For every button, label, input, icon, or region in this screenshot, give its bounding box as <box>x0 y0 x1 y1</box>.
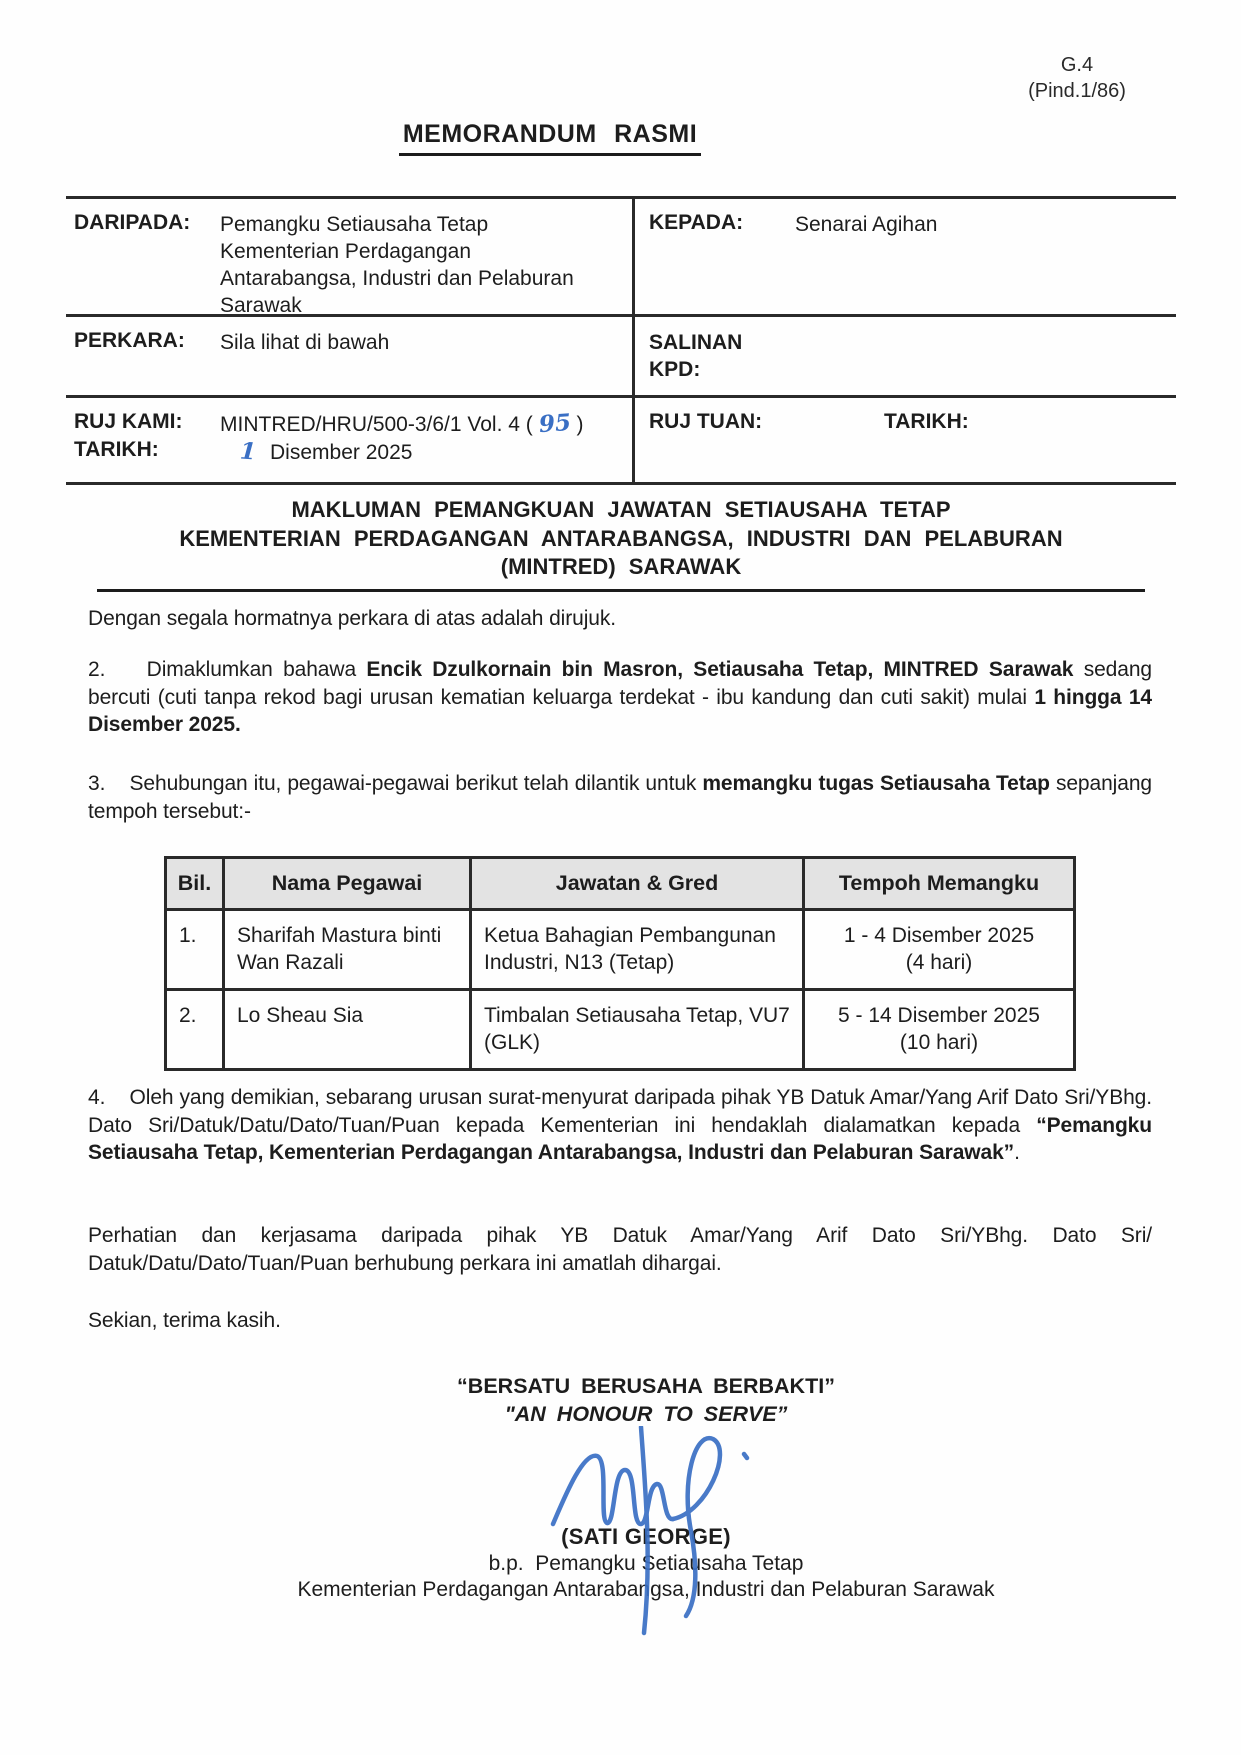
ruj-tuan-label: RUJ TUAN: <box>649 410 763 433</box>
memo-title: MEMORANDUM RASMI <box>399 120 701 156</box>
tarikh-month-year: Disember 2025 <box>270 441 413 464</box>
kepada-label: KEPADA: <box>649 211 744 234</box>
daripada-label: DARIPADA: <box>74 211 191 234</box>
kepada-cell <box>632 199 1176 319</box>
cell-jawatan: Ketua Bahagian Pembangunan Industri, N13 (Tetap) <box>471 910 804 990</box>
salinan-cell <box>632 317 1176 395</box>
cell-bil: 2. <box>166 990 224 1070</box>
signature-handwritten <box>545 1426 755 1641</box>
signer-name: (SATI GEORGE) <box>561 1524 731 1549</box>
ruj-kami-ref-suffix: ) <box>570 413 584 436</box>
perkara-value: Sila lihat di bawah <box>220 331 390 354</box>
cell-tempoh: 5 - 14 Disember 2025 (10 hari) <box>804 990 1075 1070</box>
table-row <box>166 990 1075 1070</box>
daripada-value: Pemangku Setiausaha Tetap Kementerian Perdagangan Antarabangsa, Industri dan Pelaburan Sarawak <box>220 213 574 317</box>
paragraph-2: 2. Dimaklumkan bahawa Encik Dzulkornain bin Masron, Setiausaha Tetap, MINTRED Sarawak sedang bercuti (cuti tanpa rekod bagi urusan kematian keluarga terdekat - ibu kandung dan cuti sakit) mulai 1 hingga 14 Disember 2025. <box>88 658 1153 736</box>
subject-underline <box>97 589 1145 592</box>
header-jawatan-gred: Jawatan & Gred <box>471 858 804 910</box>
header-nama-pegawai: Nama Pegawai <box>224 858 471 910</box>
ruj-kami-label: RUJ KAMI: <box>74 410 183 433</box>
ruj-kami-ref-prefix: MINTRED/HRU/500-3/6/1 Vol. 4 ( <box>220 413 539 436</box>
memo-title-block <box>0 120 1100 156</box>
table-row <box>166 910 1075 990</box>
acting-officers-table <box>164 856 1076 1071</box>
form-code-block <box>990 52 1164 104</box>
header-tempoh-memangku: Tempoh Memangku <box>804 858 1075 910</box>
subject-lines: MAKLUMAN PEMANGKUAN JAWATAN SETIAUSAHA TETAP KEMENTERIAN PERDAGANGAN ANTARABANGSA, INDUSTRI DAN PELABURAN (MINTRED) SARAWAK <box>179 497 1063 579</box>
signer-organization: Kementerian Perdagangan Antarabangsa, Industri dan Pelaburan Sarawak <box>297 1578 995 1601</box>
header-row-from-to <box>66 199 1176 317</box>
subject-heading <box>66 496 1176 592</box>
header-table <box>66 196 1176 485</box>
header-row-refs <box>66 398 1176 482</box>
header-bil: Bil. <box>166 858 224 910</box>
motto-malay: “BERSATU BERUSAHA BERBAKTI” <box>457 1374 835 1398</box>
handwritten-day: 1 <box>239 437 257 466</box>
salinan-label: SALINAN KPD: <box>649 331 743 381</box>
ruj-tuan-cell <box>632 398 1176 482</box>
tarikh-value <box>220 438 624 466</box>
paragraph-3: 3. Sehubungan itu, pegawai-pegawai berikut telah dilantik untuk memangku tugas Setiausaha Tetap sepanjang tempoh tersebut:- <box>88 772 1152 823</box>
motto-block <box>116 1372 1176 1428</box>
paragraph-appreciation: Perhatian dan kerjasama daripada pihak YB Datuk Amar/Yang Arif Dato Sri/YBhg. Dato Sri/ Datuk/Datu/Dato/Tuan/Puan berhubung perkara ini amatlah dihargai. <box>88 1224 1152 1275</box>
cell-jawatan: Timbalan Setiausaha Tetap, VU7 (GLK) <box>471 990 804 1070</box>
ruj-kami-cell <box>66 398 632 482</box>
perkara-label: PERKARA: <box>74 329 185 352</box>
paragraph-4: 4. Oleh yang demikian, sebarang urusan surat-menyurat daripada pihak YB Datuk Amar/Yang Arif Dato Sri/YBhg. Dato Sri/Datuk/Datu/Dato/Tuan/Puan kepada Kementerian ini hendaklah dialamatkan kepada “Pemangku Setiausaha Tetap, Kementerian Perdagangan Antarabangsa, Industri dan Pelaburan Sarawak”. <box>88 1086 1152 1164</box>
paragraph-salutation: Dengan segala hormatnya perkara di atas adalah dirujuk. <box>88 607 617 630</box>
cell-bil: 1. <box>166 910 224 990</box>
daripada-cell <box>66 199 632 319</box>
perkara-cell <box>66 317 632 395</box>
kepada-value: Senarai Agihan <box>795 213 938 236</box>
cell-nama: Lo Sheau Sia <box>224 990 471 1070</box>
form-revision: (Pind.1/86) <box>1028 80 1126 102</box>
ruj-kami-value <box>220 410 624 438</box>
cell-nama: Sharifah Mastura binti Wan Razali <box>224 910 471 990</box>
paragraph-closing: Sekian, terima kasih. <box>88 1309 281 1332</box>
tarikh-label: TARIKH: <box>74 438 159 461</box>
table-header-row <box>166 858 1075 910</box>
motto-english: "AN HONOUR TO SERVE” <box>504 1402 788 1426</box>
tarikh-right-label: TARIKH: <box>884 410 969 433</box>
cell-tempoh: 1 - 4 Disember 2025 (4 hari) <box>804 910 1075 990</box>
handwritten-serial-number: 95 <box>537 408 572 439</box>
form-code: G.4 <box>1060 54 1094 76</box>
signer-for: b.p. Pemangku Setiausaha Tetap <box>488 1551 804 1575</box>
header-row-subject-copy <box>66 317 1176 398</box>
